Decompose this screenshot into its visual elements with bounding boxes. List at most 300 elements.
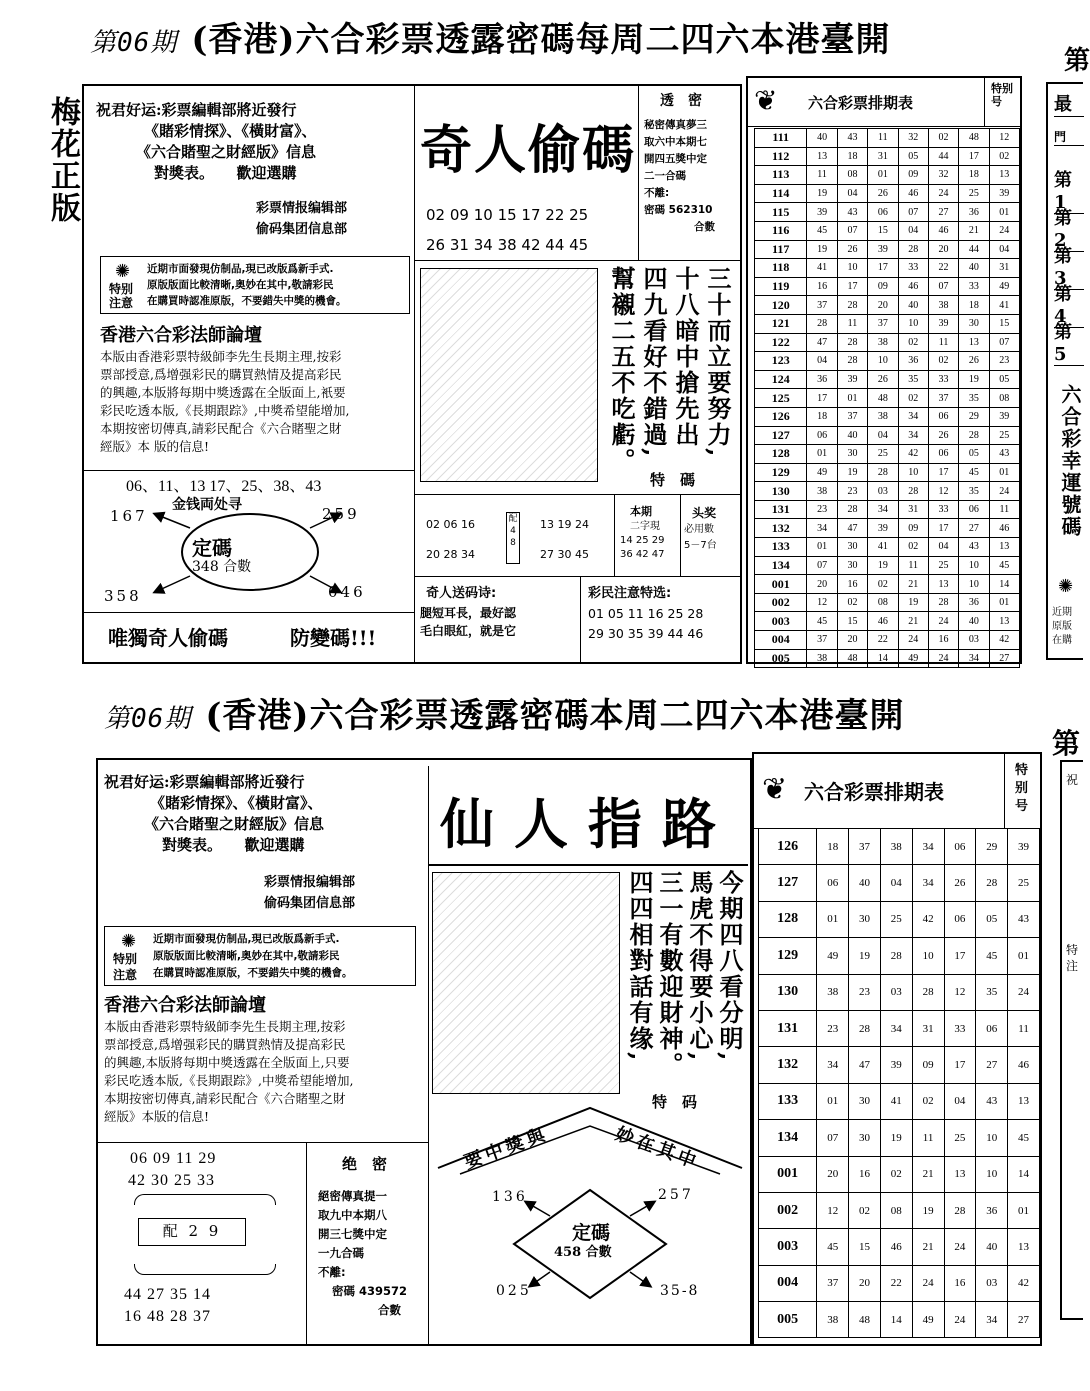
top-forum-body <box>100 348 410 456</box>
number-cell: 37 <box>868 314 898 333</box>
bottom-schedule-title: 六合彩票排期表 <box>804 780 944 804</box>
period-cell: 134 <box>755 556 807 575</box>
number-cell: 34 <box>912 865 944 901</box>
bottom-forum-line3: 的興趣,本版將每期中獎透露在全版面上,只要 <box>104 1055 350 1070</box>
number-cell: 24 <box>928 612 958 631</box>
top-special-text <box>147 261 347 309</box>
bottom-notice-line4: 對獎表。 歡迎選購 <box>162 836 305 854</box>
number-cell: 13 <box>1008 1229 1040 1265</box>
number-cell: 42 <box>898 445 928 464</box>
number-cell: 09 <box>868 277 898 296</box>
number-cell: 21 <box>959 221 989 240</box>
number-cell: 06 <box>928 407 958 426</box>
number-cell: 16 <box>837 575 867 594</box>
bottom-banner-left: 要中獎與 <box>461 1123 552 1174</box>
table-row <box>755 147 1020 166</box>
bottom-notice-line3: 《六合賭聖之財經版》信息 <box>144 815 325 833</box>
period-cell: 122 <box>755 333 807 352</box>
number-cell: 33 <box>959 277 989 296</box>
top-gold-center1: 定碼 <box>192 536 232 560</box>
number-cell: 25 <box>989 426 1019 445</box>
number-cell: 09 <box>898 519 928 538</box>
bottom-right-fragment: 第 <box>1052 727 1081 760</box>
number-cell: 43 <box>959 538 989 557</box>
number-cell: 04 <box>898 221 928 240</box>
number-cell: 46 <box>880 1229 912 1265</box>
number-cell: 41 <box>989 296 1019 315</box>
top-forum-line6: 經版》本 版的信息! <box>100 439 209 454</box>
period-cell: 005 <box>759 1302 817 1338</box>
number-cell: 27 <box>1008 1302 1040 1338</box>
top-issue-l3: 14 25 29 <box>620 535 665 546</box>
top-mid-divider2 <box>414 494 740 495</box>
number-cell: 23 <box>837 482 867 501</box>
number-cell: 43 <box>837 203 867 222</box>
number-cell: 14 <box>1008 1156 1040 1192</box>
top-secret-line7: 合數 <box>694 221 715 233</box>
bottom-forum-line2: 票部授意,爲增强彩民的購買熱情及提高彩民 <box>104 1037 346 1052</box>
number-cell: 46 <box>1008 1047 1040 1083</box>
bottom-big-title: 仙人指路 <box>440 792 736 856</box>
bottom-diamond-center1: 定碼 <box>572 1222 611 1244</box>
number-cell: 19 <box>959 370 989 389</box>
number-cell: 07 <box>928 277 958 296</box>
pavilion-image <box>432 872 620 1094</box>
number-cell: 11 <box>912 1120 944 1156</box>
number-cell: 28 <box>976 865 1008 901</box>
top-schedule-special: 特别号 <box>991 82 1013 108</box>
number-cell: 01 <box>807 538 837 557</box>
number-cell: 15 <box>849 1229 881 1265</box>
number-cell: 27 <box>976 1047 1008 1083</box>
number-cell: 39 <box>989 407 1019 426</box>
fragment-item: 門 <box>1054 128 1084 146</box>
number-cell: 37 <box>928 389 958 408</box>
number-cell: 07 <box>807 556 837 575</box>
number-cell: 28 <box>837 352 867 371</box>
number-cell: 28 <box>928 593 958 612</box>
number-cell: 34 <box>898 407 928 426</box>
bottom-diamond-n-tr: 257 <box>658 1187 694 1203</box>
number-cell: 39 <box>868 519 898 538</box>
number-cell: 10 <box>959 556 989 575</box>
table-row <box>759 1083 1040 1119</box>
number-cell: 24 <box>944 1302 976 1338</box>
top-issue-l1: 本期 <box>630 505 652 518</box>
top-pair-left2: 20 28 34 <box>426 548 475 561</box>
number-cell: 16 <box>807 277 837 296</box>
number-cell: 06 <box>959 500 989 519</box>
number-cell: 19 <box>912 1192 944 1228</box>
number-cell: 02 <box>868 575 898 594</box>
number-cell: 07 <box>898 203 928 222</box>
table-row <box>755 389 1020 408</box>
table-row <box>755 482 1020 501</box>
number-cell: 10 <box>898 463 928 482</box>
period-cell: 001 <box>755 575 807 594</box>
number-cell: 07 <box>989 333 1019 352</box>
period-cell: 124 <box>755 370 807 389</box>
top-right-notice <box>1052 606 1072 648</box>
number-cell: 39 <box>868 240 898 259</box>
number-cell: 38 <box>817 1302 849 1338</box>
number-cell: 22 <box>868 631 898 650</box>
bottom-secret-divider-l <box>306 1142 307 1346</box>
number-cell: 13 <box>944 1156 976 1192</box>
number-cell: 19 <box>898 593 928 612</box>
period-cell: 130 <box>755 482 807 501</box>
top-forum-line5: 本期按密切傳真,請彩民配合《六合賭聖之財 <box>100 421 342 436</box>
fragment-item: 第2 <box>1054 204 1084 252</box>
number-cell: 12 <box>807 593 837 612</box>
number-cell: 28 <box>807 314 837 333</box>
number-cell: 40 <box>849 865 881 901</box>
top-gold-n-bl: 358 <box>104 587 142 605</box>
number-cell: 06 <box>928 445 958 464</box>
number-cell: 17 <box>868 259 898 278</box>
bottom-pair-mid: 配 2 9 <box>138 1218 246 1246</box>
number-cell: 06 <box>976 1010 1008 1046</box>
number-cell: 10 <box>976 1120 1008 1156</box>
period-cell: 120 <box>755 296 807 315</box>
bottom-pair-brace-bottom <box>134 1264 276 1275</box>
top-prize-l1: 头奖 <box>692 506 717 520</box>
number-cell: 49 <box>989 277 1019 296</box>
number-cell: 12 <box>928 482 958 501</box>
number-cell: 02 <box>837 593 867 612</box>
top-prize-divider <box>680 494 681 576</box>
top-poem-col1: 三十而立要努力, <box>703 266 732 459</box>
top-secret <box>644 92 740 236</box>
number-cell: 30 <box>837 538 867 557</box>
number-cell: 46 <box>898 184 928 203</box>
bottom-diamond-arrow-tl <box>526 1202 550 1216</box>
number-cell: 36 <box>807 370 837 389</box>
number-cell: 26 <box>868 370 898 389</box>
top-special-line2: 原版版面比較清晰,奥妙在其中,敬請彩民 <box>147 279 334 291</box>
top-pair-right1: 13 19 24 <box>540 518 589 531</box>
top-gold-arrow-bl <box>155 576 190 592</box>
number-cell: 16 <box>849 1156 881 1192</box>
number-cell: 02 <box>912 1083 944 1119</box>
table-row <box>759 1047 1040 1083</box>
number-cell: 39 <box>928 314 958 333</box>
top-right-notice3: 在購 <box>1052 635 1072 646</box>
number-cell: 13 <box>1008 1083 1040 1119</box>
period-cell: 131 <box>759 1010 817 1046</box>
top-attention-divider <box>580 576 581 664</box>
top-notice-sign1: 彩票情报编辑部 <box>256 201 348 216</box>
top-left-divider1 <box>84 470 414 471</box>
bottom-pair-bot1: 44 27 35 14 <box>124 1286 211 1303</box>
number-cell: 10 <box>868 352 898 371</box>
top-header <box>90 12 891 61</box>
number-cell: 49 <box>807 463 837 482</box>
number-cell: 25 <box>944 1120 976 1156</box>
sun-icon-bottom: ✺ <box>121 931 137 952</box>
number-cell: 37 <box>849 829 881 865</box>
table-row <box>755 556 1020 575</box>
bottom-special-line1: 近期市面發現仿制品,現已改版爲新手式. <box>153 933 340 945</box>
number-cell: 19 <box>849 938 881 974</box>
number-cell: 02 <box>898 389 928 408</box>
top-gold-numbers: 06、11、13 17、25、38、43 <box>126 478 322 495</box>
bottom-diamond-arrow-bl <box>530 1272 550 1286</box>
top-gold-title: 金钱両处寻 <box>172 497 242 513</box>
number-cell: 44 <box>959 240 989 259</box>
rooster-icon: ❦ <box>762 772 788 807</box>
number-cell: 12 <box>817 1192 849 1228</box>
fragment-item: 第4 <box>1054 280 1084 328</box>
number-cell: 38 <box>928 296 958 315</box>
number-cell: 41 <box>807 259 837 278</box>
number-cell: 34 <box>976 1302 1008 1338</box>
number-cell: 02 <box>898 333 928 352</box>
top-special-notice <box>100 256 410 314</box>
bottom-poem-col4: 四四相對話有缘, <box>625 870 654 1063</box>
top-gold-n-tr: 259 <box>322 505 360 523</box>
number-cell: 19 <box>880 1120 912 1156</box>
top-secret-line5: 不離: <box>644 187 670 199</box>
top-special-line1: 近期市面發現仿制品,現已改版爲新手式. <box>147 263 334 275</box>
top-issue-divider <box>614 494 615 576</box>
table-row <box>759 1120 1040 1156</box>
table-row <box>755 575 1020 594</box>
number-cell: 38 <box>880 829 912 865</box>
table-row <box>755 166 1020 185</box>
period-cell: 134 <box>759 1120 817 1156</box>
number-cell: 41 <box>868 538 898 557</box>
top-notice <box>96 100 406 240</box>
number-cell: 24 <box>928 649 958 668</box>
number-cell: 49 <box>912 1302 944 1338</box>
period-cell: 114 <box>755 184 807 203</box>
number-cell: 16 <box>928 631 958 650</box>
number-cell: 28 <box>898 482 928 501</box>
number-cell: 34 <box>959 649 989 668</box>
number-cell: 29 <box>976 829 1008 865</box>
top-gold-arrow-tl <box>155 514 190 528</box>
number-cell: 35 <box>959 389 989 408</box>
bottom-pair-bot <box>112 1284 292 1328</box>
number-cell: 23 <box>807 500 837 519</box>
number-cell: 45 <box>817 1229 849 1265</box>
number-cell: 47 <box>849 1047 881 1083</box>
number-cell: 35 <box>898 370 928 389</box>
number-cell: 48 <box>868 389 898 408</box>
top-special-line3: 在購買時認准原版，不要錯失中獎的機會。 <box>147 295 347 307</box>
number-cell: 39 <box>880 1047 912 1083</box>
number-cell: 46 <box>868 612 898 631</box>
number-cell: 45 <box>807 612 837 631</box>
number-cell: 02 <box>989 147 1019 166</box>
number-cell: 19 <box>868 556 898 575</box>
bottom-right-small2: 特 <box>1066 943 1079 957</box>
table-row <box>759 901 1040 937</box>
number-cell: 29 <box>959 407 989 426</box>
bottom-schedule-header <box>754 754 1040 829</box>
bottom-pair-bot2: 16 48 28 37 <box>124 1308 211 1325</box>
period-cell: 127 <box>755 426 807 445</box>
sun-icon: ✺ <box>115 261 131 282</box>
number-cell: 37 <box>837 407 867 426</box>
number-cell: 01 <box>817 901 849 937</box>
number-cell: 24 <box>989 221 1019 240</box>
number-cell: 09 <box>912 1047 944 1083</box>
top-forum-line2: 票部授意,爲增强彩民的購買熱情及提高彩民 <box>100 367 342 382</box>
bottom-forum-line5: 本期按密切傳真,請彩民配合《六合賭聖之財 <box>104 1091 346 1106</box>
bottom-diamond-n-br: 35-8 <box>660 1283 700 1299</box>
number-cell: 38 <box>817 974 849 1010</box>
top-left-divider2 <box>84 612 414 613</box>
table-row <box>755 240 1020 259</box>
top-notice-sign2: 偷码集团信息部 <box>256 222 348 237</box>
number-cell: 17 <box>928 463 958 482</box>
top-gold-n-br: 046 <box>328 583 366 601</box>
period-cell: 123 <box>755 352 807 371</box>
fragment-item: 第3 <box>1054 242 1084 290</box>
top-poem-tail: 特 碼 <box>650 471 696 489</box>
bottom-banner-right: 妙在其中 <box>612 1123 703 1174</box>
number-cell: 20 <box>849 1265 881 1301</box>
number-cell: 28 <box>837 333 867 352</box>
top-forum-title: 香港六合彩法師論壇 <box>100 325 262 346</box>
bottom-pair-brace-top <box>134 1194 276 1205</box>
number-cell: 32 <box>928 166 958 185</box>
number-cell: 36 <box>976 1192 1008 1228</box>
number-cell: 36 <box>959 593 989 612</box>
top-forum-line3: 的興趣,本版將每期中獎透露在全版面上,衹要 <box>100 385 346 400</box>
period-cell: 129 <box>759 938 817 974</box>
top-issue-box <box>620 504 680 562</box>
top-mid-divider3 <box>414 576 740 577</box>
table-row <box>755 352 1020 371</box>
number-cell: 40 <box>807 129 837 148</box>
bottom-schedule <box>752 752 1042 1346</box>
bottom-pair-box <box>112 1148 292 1192</box>
number-cell: 13 <box>807 147 837 166</box>
table-row <box>755 649 1020 668</box>
bottom-notice-sign1: 彩票情报编辑部 <box>264 875 356 890</box>
table-row <box>759 1010 1040 1046</box>
number-cell: 43 <box>976 1083 1008 1119</box>
number-cell: 26 <box>837 240 867 259</box>
number-cell: 25 <box>928 556 958 575</box>
bottom-header <box>104 688 905 737</box>
number-cell: 30 <box>849 901 881 937</box>
period-cell: 129 <box>755 463 807 482</box>
number-cell: 15 <box>837 612 867 631</box>
number-cell: 37 <box>817 1265 849 1301</box>
number-cell: 06 <box>807 426 837 445</box>
number-cell: 11 <box>989 500 1019 519</box>
number-cell: 26 <box>944 865 976 901</box>
number-cell: 21 <box>912 1229 944 1265</box>
table-row <box>759 1265 1040 1301</box>
number-cell: 18 <box>959 296 989 315</box>
number-cell: 31 <box>898 500 928 519</box>
number-cell: 45 <box>807 221 837 240</box>
period-cell: 127 <box>759 865 817 901</box>
number-cell: 24 <box>989 482 1019 501</box>
number-cell: 47 <box>807 333 837 352</box>
number-cell: 10 <box>837 259 867 278</box>
table-row <box>755 519 1020 538</box>
table-row <box>759 1229 1040 1265</box>
number-cell: 01 <box>1008 938 1040 974</box>
table-row <box>759 974 1040 1010</box>
number-cell: 31 <box>912 1010 944 1046</box>
number-cell: 01 <box>989 593 1019 612</box>
number-cell: 21 <box>898 575 928 594</box>
number-cell: 28 <box>944 1192 976 1228</box>
number-cell: 01 <box>837 389 867 408</box>
bottom-pair-top2: 42 30 25 33 <box>128 1172 215 1189</box>
number-cell: 24 <box>928 184 958 203</box>
period-cell: 002 <box>755 593 807 612</box>
number-cell: 01 <box>807 445 837 464</box>
number-cell: 33 <box>928 500 958 519</box>
table-row <box>755 612 1020 631</box>
top-schedule-body <box>754 128 1020 668</box>
sun-icon-small: ✺ <box>1058 576 1074 597</box>
period-cell: 132 <box>755 519 807 538</box>
period-cell: 002 <box>759 1192 817 1228</box>
number-cell: 27 <box>928 203 958 222</box>
number-cell: 30 <box>837 445 867 464</box>
number-cell: 24 <box>912 1265 944 1301</box>
bottom-diamond-arrow-br <box>630 1272 650 1286</box>
table-row <box>755 221 1020 240</box>
fragment-item: 最 <box>1054 90 1084 117</box>
top-forum-line1: 本版由香港彩票特級師李先生長期主理,按彩 <box>100 349 342 364</box>
table-row <box>755 259 1020 278</box>
number-cell: 40 <box>837 426 867 445</box>
number-cell: 10 <box>912 938 944 974</box>
period-cell: 133 <box>759 1083 817 1119</box>
top-numbers-row1: 02 09 10 15 17 22 25 <box>426 206 589 224</box>
bottom-special-text <box>153 931 353 982</box>
number-cell: 41 <box>880 1083 912 1119</box>
top-pair-mid: 配 4 8 <box>506 512 520 564</box>
period-cell: 001 <box>759 1156 817 1192</box>
number-cell: 27 <box>959 519 989 538</box>
top-schedule-title: 六合彩票排期表 <box>808 94 914 112</box>
number-cell: 04 <box>807 352 837 371</box>
number-cell: 05 <box>898 147 928 166</box>
number-cell: 03 <box>976 1265 1008 1301</box>
number-cell: 11 <box>807 166 837 185</box>
number-cell: 45 <box>1008 1120 1040 1156</box>
table-row <box>759 1302 1040 1338</box>
number-cell: 17 <box>807 389 837 408</box>
top-poem-col2: 十八暗中搶先出 <box>671 266 700 448</box>
top-schedule-special-box <box>984 78 1021 126</box>
top-issue-number: 第06期 <box>90 28 178 58</box>
number-cell: 17 <box>959 147 989 166</box>
bottom-diamond-arrow-tr <box>630 1202 654 1216</box>
number-cell: 25 <box>959 184 989 203</box>
number-cell: 08 <box>837 166 867 185</box>
top-attention-l2: 29 30 35 39 44 46 <box>588 626 704 641</box>
number-cell: 05 <box>959 445 989 464</box>
number-cell: 04 <box>837 184 867 203</box>
period-cell: 126 <box>759 829 817 865</box>
number-cell: 49 <box>817 938 849 974</box>
period-cell: 128 <box>755 445 807 464</box>
number-cell: 08 <box>880 1192 912 1228</box>
number-cell: 38 <box>807 649 837 668</box>
